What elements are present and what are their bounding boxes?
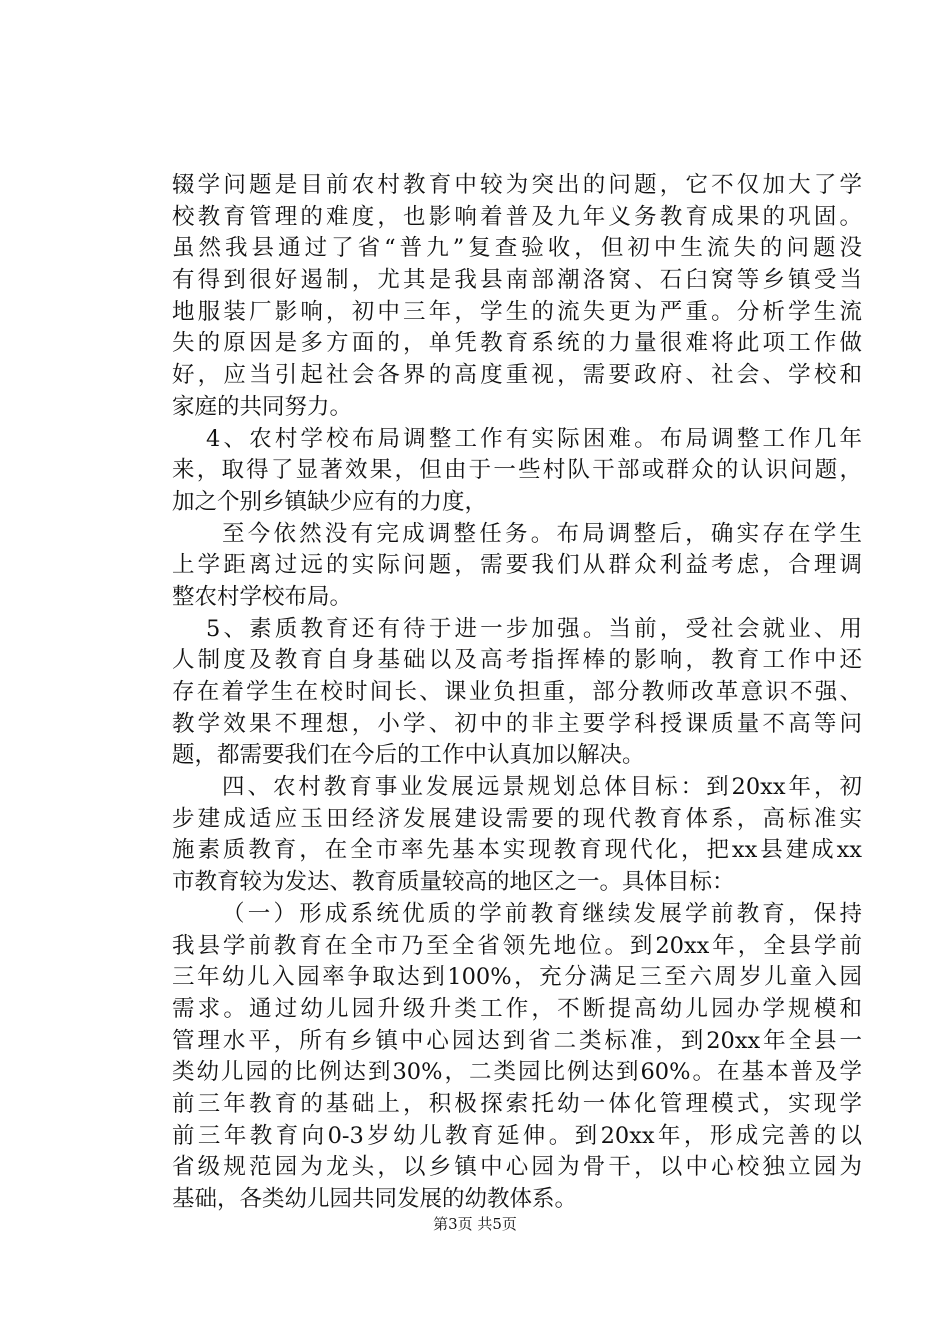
text-line: 四、农村教育事业发展远景规划总体目标：到20xx年，初 <box>222 774 862 801</box>
text-line: 我县学前教育在全市乃至全省领先地位。到20xx年，全县学前 <box>172 932 862 959</box>
text-line: 管理水平，所有乡镇中心园达到省二类标准，到20xx年全县一 <box>172 1027 862 1054</box>
text-line: 家庭的共同努力。 <box>172 393 353 420</box>
text-line: 教学效果不理想，小学、初中的非主要学科授课质量不高等问 <box>172 710 862 737</box>
text-line: 省级规范园为龙头，以乡镇中心园为骨干，以中心校独立园为 <box>172 1154 862 1181</box>
document-body <box>172 170 862 1216</box>
text-line: 加之个别乡镇缺少应有的力度， <box>172 488 488 515</box>
text-line: 虽然我县通过了省“普九”复查验收，但初中生流失的问题没 <box>172 235 862 262</box>
text-line: 前三年教育向0-3岁幼儿教育延伸。到20xx年，形成完善的以 <box>172 1122 862 1149</box>
text-line: 整农村学校布局。 <box>172 583 353 610</box>
text-line: 校教育管理的难度，也影响着普及九年义务教育成果的巩固。 <box>172 203 862 230</box>
text-line: 存在着学生在校时间长、课业负担重，部分教师改革意识不强、 <box>172 679 862 705</box>
text-line: 基础，各类幼儿园共同发展的幼教体系。 <box>172 1186 578 1212</box>
text-line: 来，取得了显著效果，但由于一些村队干部或群众的认识问题， <box>172 457 862 484</box>
text-line: 步建成适应玉田经济发展建设需要的现代教育体系，高标准实 <box>172 805 862 832</box>
text-line: 好，应当引起社会各界的高度重视，需要政府、社会、学校和 <box>172 362 862 389</box>
text-line: 三年幼儿入园率争取达到100%，充分满足三至六周岁儿童入园 <box>172 964 862 991</box>
text-line: 施素质教育，在全市率先基本实现教育现代化，把xx县建成xx <box>172 837 862 864</box>
text-line: 人制度及教育自身基础以及高考指挥棒的影响，教育工作中还 <box>172 647 862 674</box>
text-line: 5、素质教育还有待于进一步加强。当前，受社会就业、用 <box>206 615 862 642</box>
text-line: 题，都需要我们在今后的工作中认真加以解决。 <box>172 742 645 769</box>
text-line: 地服装厂影响，初中三年，学生的流失更为严重。分析学生流 <box>172 298 862 325</box>
text-line: 辍学问题是目前农村教育中较为突出的问题，它不仅加大了学 <box>172 172 862 198</box>
text-line: （一）形成系统优质的学前教育继续发展学前教育，保持 <box>222 900 862 927</box>
text-line: 至今依然没有完成调整任务。布局调整后，确实存在学生 <box>222 520 862 547</box>
text-line: 上学距离过远的实际问题，需要我们从群众利益考虑，合理调 <box>172 552 862 579</box>
text-line: 失的原因是多方面的，单凭教育系统的力量很难将此项工作做 <box>172 330 862 357</box>
text-line: 需求。通过幼儿园升级升类工作，不断提高幼儿园办学规模和 <box>172 995 862 1022</box>
page-number-footer: 第3页 共5页 <box>433 1215 517 1233</box>
text-line: 类幼儿园的比例达到30%，二类园比例达到60%。在基本普及学 <box>172 1059 862 1086</box>
text-line: 4、农村学校布局调整工作有实际困难。布局调整工作几年 <box>206 425 862 452</box>
text-line: 前三年教育的基础上，积极探索托幼一体化管理模式，实现学 <box>172 1090 862 1117</box>
text-line: 市教育较为发达、教育质量较高的地区之一。具体目标： <box>172 869 735 896</box>
text-line: 有得到很好遏制，尤其是我县南部潮洛窝、石臼窝等乡镇受当 <box>172 267 862 294</box>
